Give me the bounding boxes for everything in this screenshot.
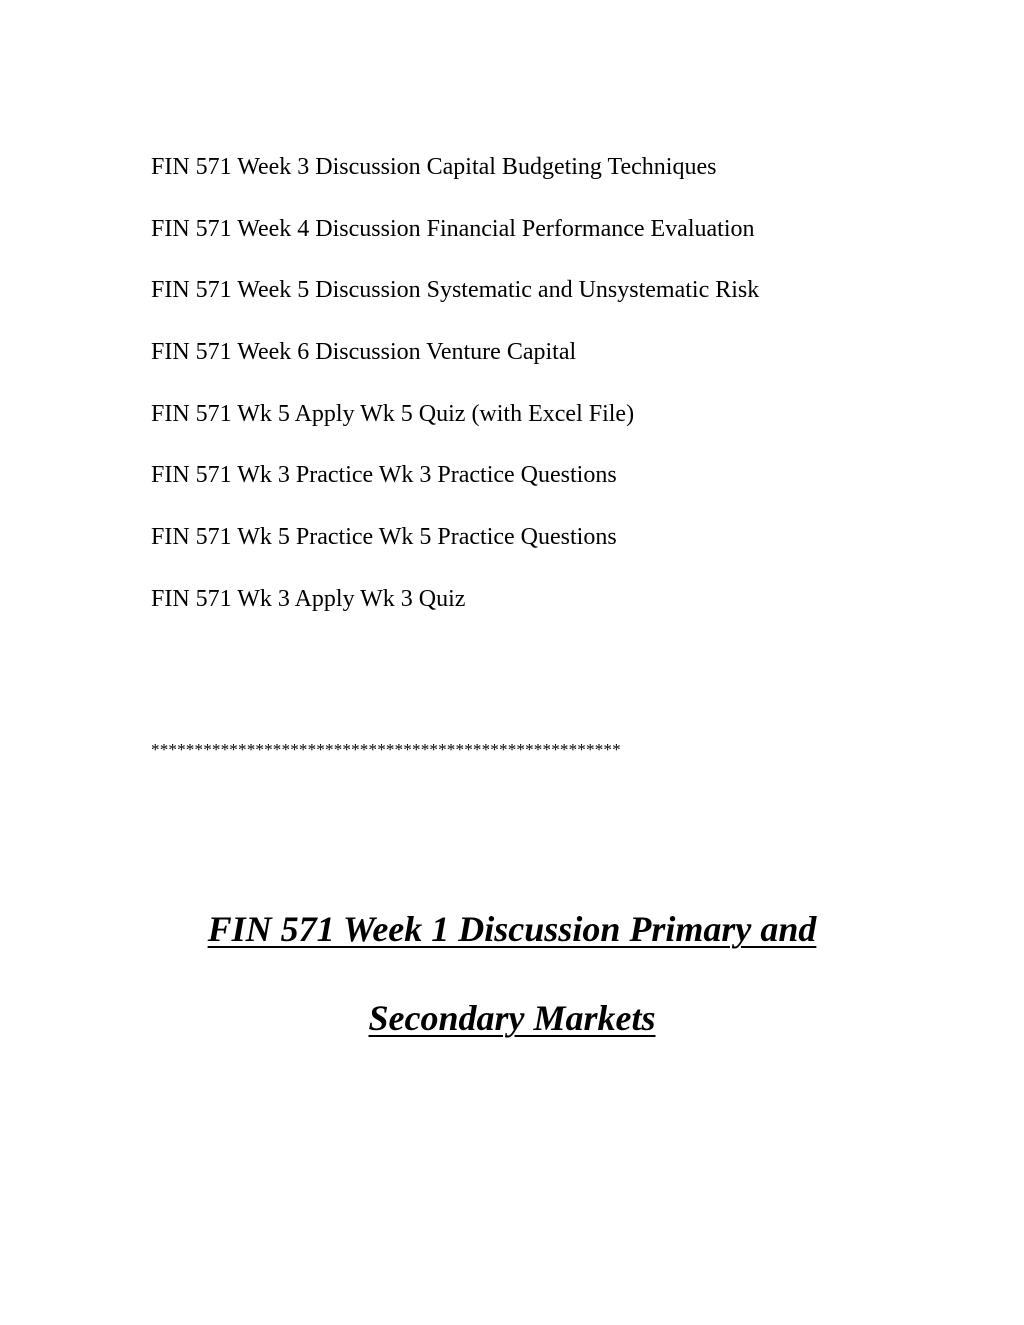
- list-item: FIN 571 Wk 3 Apply Wk 3 Quiz: [151, 585, 466, 612]
- section-heading-line-2: Secondary Markets: [368, 998, 656, 1038]
- list-item: FIN 571 Week 5 Discussion Systematic and Unsystematic Risk: [151, 277, 760, 304]
- list-item: FIN 571 Week 6 Discussion Venture Capital: [151, 339, 577, 366]
- list-item: FIN 571 Wk 3 Practice Wk 3 Practice Questions: [151, 462, 617, 489]
- list-item: FIN 571 Week 4 Discussion Financial Performance Evaluation: [151, 215, 755, 242]
- list-item: FIN 571 Week 3 Discussion Capital Budgeting Techniques: [151, 154, 717, 180]
- section-heading-line-1: FIN 571 Week 1 Discussion Primary and: [207, 909, 817, 949]
- list-item: FIN 571 Wk 5 Apply Wk 5 Quiz (with Excel File): [151, 400, 635, 427]
- list-item: FIN 571 Wk 5 Practice Wk 5 Practice Questions: [151, 524, 617, 551]
- asterisk-separator: ******************************************************: [151, 740, 621, 759]
- course-item-list: [151, 150, 759, 644]
